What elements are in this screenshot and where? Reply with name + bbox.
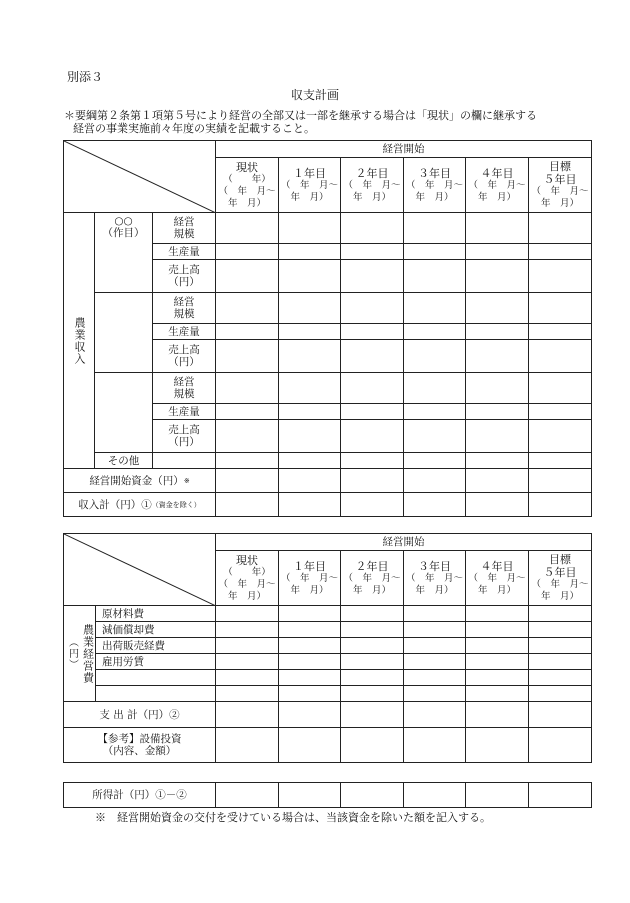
row-label-scale: 経営 規模 — [153, 293, 216, 324]
row-label-income-total: 収入計（円）①$^{(資金を除く)}$ — [64, 493, 216, 517]
input-cell[interactable] — [466, 728, 529, 763]
input-cell[interactable] — [216, 654, 279, 670]
input-cell[interactable] — [404, 244, 466, 260]
input-cell[interactable] — [404, 373, 466, 404]
input-cell[interactable] — [529, 260, 592, 293]
input-cell[interactable] — [279, 622, 341, 638]
input-cell[interactable] — [529, 493, 592, 517]
input-cell[interactable] — [466, 324, 529, 340]
input-cell[interactable] — [404, 622, 466, 638]
input-cell[interactable] — [216, 686, 279, 702]
input-cell[interactable] — [529, 728, 592, 763]
instruction-line-1: ＊要綱第２条第１項第５号により経営の全部又は一部を継承する場合は「現状」の欄に継承する — [64, 109, 537, 122]
input-cell[interactable] — [279, 638, 341, 654]
row-label-scale: 経営 規模 — [153, 213, 216, 244]
input-cell[interactable] — [466, 260, 529, 293]
input-cell[interactable] — [279, 728, 341, 763]
input-cell[interactable] — [279, 702, 341, 728]
input-cell[interactable] — [216, 670, 279, 686]
input-cell[interactable] — [529, 783, 592, 808]
input-cell[interactable] — [216, 453, 279, 469]
input-cell[interactable] — [404, 783, 466, 808]
input-cell[interactable] — [466, 453, 529, 469]
input-cell[interactable] — [404, 670, 466, 686]
input-cell[interactable] — [279, 324, 341, 340]
input-cell[interactable] — [279, 686, 341, 702]
input-cell[interactable] — [529, 606, 592, 622]
input-cell[interactable] — [341, 654, 404, 670]
row-label-sales: 売上高 （円） — [153, 340, 216, 373]
expense-item-depreciation: 減価償却費 — [96, 622, 216, 638]
header-current: 現状 （ 年） （ 年 月～ 年 月） — [216, 158, 279, 213]
input-cell[interactable] — [341, 324, 404, 340]
input-cell[interactable] — [279, 670, 341, 686]
input-cell[interactable] — [279, 469, 341, 493]
input-cell[interactable] — [279, 293, 341, 324]
input-cell[interactable] — [279, 453, 341, 469]
input-cell[interactable] — [466, 293, 529, 324]
input-cell[interactable] — [529, 638, 592, 654]
input-cell[interactable] — [216, 622, 279, 638]
input-cell[interactable] — [529, 686, 592, 702]
input-cell[interactable] — [466, 622, 529, 638]
input-cell[interactable] — [404, 453, 466, 469]
footnote: ※ 経営開始資金の交付を受けている場合は、当該資金を除いた額を記入する。 — [95, 811, 491, 824]
input-cell[interactable] — [466, 404, 529, 420]
input-cell[interactable] — [341, 493, 404, 517]
header-target: 目標 ５年目 （ 年 月～ 年 月） — [529, 158, 592, 213]
input-cell[interactable] — [529, 453, 592, 469]
input-cell[interactable] — [279, 654, 341, 670]
input-cell[interactable] — [341, 686, 404, 702]
diagonal-line — [64, 141, 216, 213]
header-target: 目標 ５年目 （ 年 月～ 年 月） — [529, 551, 592, 606]
input-cell[interactable] — [279, 244, 341, 260]
input-cell[interactable] — [466, 654, 529, 670]
row-label-sales: 売上高 （円） — [153, 260, 216, 293]
crop-name-cell[interactable] — [95, 373, 153, 453]
input-cell[interactable] — [341, 293, 404, 324]
input-cell[interactable] — [529, 340, 592, 373]
input-cell[interactable] — [404, 420, 466, 453]
input-cell[interactable] — [466, 783, 529, 808]
input-cell[interactable] — [404, 260, 466, 293]
input-cell[interactable] — [216, 260, 279, 293]
input-cell[interactable] — [466, 606, 529, 622]
input-cell[interactable] — [404, 340, 466, 373]
row-label-sales: 売上高 （円） — [153, 420, 216, 453]
input-cell[interactable] — [404, 728, 466, 763]
input-cell[interactable] — [529, 469, 592, 493]
header-year-1: １年目 （ 年 月～ 年 月） — [279, 158, 341, 213]
input-cell[interactable] — [216, 606, 279, 622]
input-cell[interactable] — [466, 702, 529, 728]
input-cell[interactable] — [341, 244, 404, 260]
input-cell[interactable] — [529, 324, 592, 340]
input-cell[interactable] — [341, 622, 404, 638]
input-cell[interactable] — [466, 493, 529, 517]
input-cell[interactable] — [279, 404, 341, 420]
input-cell[interactable] — [404, 493, 466, 517]
header-year-4: ４年目 （ 年 月～ 年 月） — [466, 551, 529, 606]
input-cell[interactable] — [216, 638, 279, 654]
input-cell[interactable] — [466, 469, 529, 493]
input-cell[interactable] — [529, 622, 592, 638]
input-cell[interactable] — [216, 293, 279, 324]
input-cell[interactable] — [279, 373, 341, 404]
row-label-net-income: 所得計（円）①－② — [64, 783, 216, 808]
input-cell[interactable] — [341, 404, 404, 420]
row-label-other: その他 — [95, 453, 153, 469]
input-cell[interactable] — [404, 469, 466, 493]
farm-expense-label: （円） 農業経営費 — [64, 606, 96, 702]
header-year-2: ２年目 （ 年 月～ 年 月） — [341, 158, 404, 213]
input-cell[interactable] — [529, 373, 592, 404]
header-diagonal-cell — [64, 534, 216, 606]
row-label-production: 生産量 — [153, 244, 216, 260]
page-title: 収支計画 — [290, 88, 339, 102]
input-cell[interactable] — [404, 324, 466, 340]
instruction-line-2: 経営の事業実施前々年度の実績を記載すること。 — [73, 122, 315, 135]
instruction-note — [64, 109, 537, 135]
input-cell[interactable] — [216, 783, 279, 808]
input-cell[interactable] — [279, 340, 341, 373]
input-cell[interactable] — [466, 340, 529, 373]
input-cell[interactable] — [466, 373, 529, 404]
input-cell[interactable] — [279, 783, 341, 808]
input-cell[interactable] — [153, 453, 216, 469]
expense-item-shipping: 出荷販売経費 — [96, 638, 216, 654]
input-cell[interactable] — [404, 293, 466, 324]
farm-income-label: 農業収入 — [64, 213, 95, 469]
expense-item-labor: 雇用労賃 — [96, 654, 216, 670]
input-cell[interactable] — [529, 404, 592, 420]
expense-item-raw-materials: 原材料費 — [96, 606, 216, 622]
header-year-1: １年目 （ 年 月～ 年 月） — [279, 551, 341, 606]
input-cell[interactable] — [341, 469, 404, 493]
input-cell[interactable] — [216, 702, 279, 728]
input-cell[interactable] — [529, 702, 592, 728]
input-cell[interactable] — [341, 638, 404, 654]
input-cell[interactable] — [466, 670, 529, 686]
input-cell[interactable] — [216, 404, 279, 420]
input-cell[interactable] — [341, 453, 404, 469]
expense-table — [63, 533, 592, 763]
input-cell[interactable] — [279, 213, 341, 244]
input-cell[interactable] — [341, 260, 404, 293]
input-cell[interactable] — [341, 340, 404, 373]
input-cell[interactable] — [341, 783, 404, 808]
header-group-start: 経営開始 — [216, 141, 592, 158]
input-cell[interactable] — [466, 686, 529, 702]
input-cell[interactable] — [216, 493, 279, 517]
input-cell[interactable] — [341, 373, 404, 404]
input-cell[interactable] — [529, 244, 592, 260]
input-cell[interactable] — [341, 702, 404, 728]
header-year-2: ２年目 （ 年 月～ 年 月） — [341, 551, 404, 606]
annex-label: 別添３ — [67, 70, 104, 84]
input-cell[interactable] — [216, 213, 279, 244]
input-cell[interactable] — [279, 420, 341, 453]
input-cell[interactable] — [216, 244, 279, 260]
row-label-production: 生産量 — [153, 404, 216, 420]
crop-name-cell[interactable] — [95, 293, 153, 373]
header-diagonal-cell — [64, 141, 216, 213]
expense-item-blank[interactable] — [96, 670, 216, 686]
input-cell[interactable] — [216, 469, 279, 493]
header-year-3: ３年目 （ 年 月～ 年 月） — [404, 158, 466, 213]
net-income-table — [63, 782, 592, 808]
input-cell[interactable] — [466, 638, 529, 654]
input-cell[interactable] — [216, 324, 279, 340]
input-cell[interactable] — [529, 654, 592, 670]
input-cell[interactable] — [404, 702, 466, 728]
input-cell[interactable] — [466, 420, 529, 453]
header-year-4: ４年目 （ 年 月～ 年 月） — [466, 158, 529, 213]
input-cell[interactable] — [341, 728, 404, 763]
input-cell[interactable] — [341, 670, 404, 686]
crop-name-cell: ○○ （作目） — [95, 213, 153, 293]
row-label-capex-reference: 【参考】設備投資 （内容、金額） — [64, 728, 216, 763]
row-label-start-fund: 経営開始資金（円）※ — [64, 469, 216, 493]
input-cell[interactable] — [216, 420, 279, 453]
input-cell[interactable] — [279, 260, 341, 293]
input-cell[interactable] — [404, 213, 466, 244]
input-cell[interactable] — [466, 213, 529, 244]
input-cell[interactable] — [404, 404, 466, 420]
input-cell[interactable] — [279, 493, 341, 517]
income-table — [63, 140, 592, 517]
input-cell[interactable] — [341, 606, 404, 622]
input-cell[interactable] — [529, 293, 592, 324]
expense-item-blank[interactable] — [96, 686, 216, 702]
header-group-start: 経営開始 — [216, 534, 592, 551]
input-cell[interactable] — [404, 638, 466, 654]
input-cell[interactable] — [216, 373, 279, 404]
input-cell[interactable] — [529, 670, 592, 686]
row-label-scale: 経営 規模 — [153, 373, 216, 404]
input-cell[interactable] — [404, 654, 466, 670]
input-cell[interactable] — [216, 340, 279, 373]
input-cell[interactable] — [404, 686, 466, 702]
row-label-production: 生産量 — [153, 324, 216, 340]
input-cell[interactable] — [279, 606, 341, 622]
input-cell[interactable] — [216, 728, 279, 763]
header-year-3: ３年目 （ 年 月～ 年 月） — [404, 551, 466, 606]
row-label-expense-total: 支 出 計（円）② — [64, 702, 216, 728]
input-cell[interactable] — [341, 420, 404, 453]
diagonal-line — [64, 534, 216, 606]
input-cell[interactable] — [529, 420, 592, 453]
input-cell[interactable] — [341, 213, 404, 244]
input-cell[interactable] — [529, 213, 592, 244]
input-cell[interactable] — [404, 606, 466, 622]
input-cell[interactable] — [466, 244, 529, 260]
header-current: 現状 （ 年） （ 年 月～ 年 月） — [216, 551, 279, 606]
